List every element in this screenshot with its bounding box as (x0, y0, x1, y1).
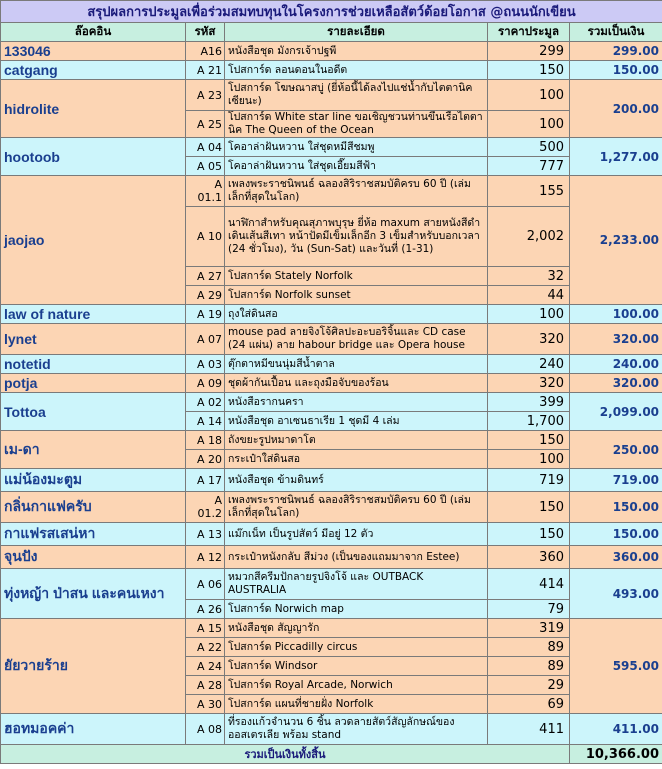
login-cell: hootoob (1, 138, 186, 176)
table-row (1, 393, 662, 412)
item-detail-cell: นาฬิกาสำหรับคุณสุภาพบุรุษ ยี่ห้อ maxum สายหนังสีดำ เดินเส้นสีเทา หน้าปัดมีเข็มเล็กอีก 3 เข็มสำหรับบอกเวลา (24 ชั่วโมง), วัน (Sun-Sat) และวันที่ (1-31) (225, 207, 488, 267)
bid-price-cell: 150 (488, 523, 570, 546)
item-code-cell: A 29 (186, 286, 225, 305)
table-row (1, 619, 662, 638)
group-total-cell: 493.00 (570, 569, 662, 619)
group-total-cell: 320.00 (570, 374, 662, 393)
item-code-cell: A 14 (186, 412, 225, 431)
item-code-cell: A 05 (186, 157, 225, 176)
login-cell: law of nature (1, 305, 186, 324)
item-code-cell: A 10 (186, 207, 225, 267)
item-detail-cell: โปสการ์ด โฆษณาสบู่ (ยี่ห้อนี้ได้ลงไปแช่น้ำกับไตตานิคเซียนะ) (225, 80, 488, 111)
bid-price-cell: 100 (488, 450, 570, 469)
item-code-cell: A 19 (186, 305, 225, 324)
item-code-cell: A 26 (186, 600, 225, 619)
item-code-cell: A 30 (186, 695, 225, 714)
bid-price-cell: 89 (488, 638, 570, 657)
table-row (1, 492, 662, 523)
login-cell: Tottoa (1, 393, 186, 431)
item-detail-cell: โปสการ์ด Royal Arcade, Norwich (225, 676, 488, 695)
item-code-cell: A 12 (186, 546, 225, 569)
item-detail-cell: โปสการ์ด Piccadilly circus (225, 638, 488, 657)
item-code-cell: A 06 (186, 569, 225, 600)
login-cell: catgang (1, 61, 186, 80)
login-cell: 133046 (1, 42, 186, 61)
bid-price-cell: 2,002 (488, 207, 570, 267)
item-code-cell: A 27 (186, 267, 225, 286)
item-code-cell: A 15 (186, 619, 225, 638)
item-detail-cell: โปสการ์ด Norwich map (225, 600, 488, 619)
item-detail-cell: โปสการ์ด แผนที่ชายฝั่ง Norfolk (225, 695, 488, 714)
bid-price-cell: 299 (488, 42, 570, 61)
table-row (1, 305, 662, 324)
group-total-cell: 150.00 (570, 523, 662, 546)
bid-price-cell: 777 (488, 157, 570, 176)
group-total-cell: 150.00 (570, 492, 662, 523)
item-detail-cell: หนังสือรากนครา (225, 393, 488, 412)
item-code-cell: A 09 (186, 374, 225, 393)
bid-price-cell: 69 (488, 695, 570, 714)
grand-total-value: 10,366.00 (570, 745, 662, 764)
bid-price-cell: 1,700 (488, 412, 570, 431)
code-header: รหัส (186, 23, 225, 42)
bid-price-cell: 500 (488, 138, 570, 157)
item-detail-cell: กระเป๋าใส่ดินสอ (225, 450, 488, 469)
table-row (1, 546, 662, 569)
group-total-cell: 100.00 (570, 305, 662, 324)
item-code-cell: A 20 (186, 450, 225, 469)
bid-price-cell: 100 (488, 305, 570, 324)
item-code-cell: A 23 (186, 80, 225, 111)
login-cell: jaojao (1, 176, 186, 305)
table-row (1, 42, 662, 61)
bid-price-cell: 414 (488, 569, 570, 600)
table-row (1, 374, 662, 393)
total-header: รวมเป็นเงิน (570, 23, 662, 42)
item-detail-cell: ถังขยะรูปหมาดาโต (225, 431, 488, 450)
bid-price-cell: 79 (488, 600, 570, 619)
group-total-cell: 595.00 (570, 619, 662, 714)
table-row (1, 714, 662, 745)
item-detail-cell: เพลงพระราชนิพนธ์ ฉลองสิริราชสมบัติครบ 60 ปี (เล่มเล็กที่สุดในโลก) (225, 176, 488, 207)
bid-price-cell: 150 (488, 492, 570, 523)
login-cell: notetid (1, 355, 186, 374)
bid-price-cell: 240 (488, 355, 570, 374)
table-row (1, 61, 662, 80)
login-header: ล๊อคอิน (1, 23, 186, 42)
group-total-cell: 250.00 (570, 431, 662, 469)
item-detail-cell: หนังสือชุด สัญญารัก (225, 619, 488, 638)
item-detail-cell: โคอาล่าฝันหวาน ใส่ชุดหมีสีชมพู (225, 138, 488, 157)
login-cell: ทุ่งหญ้า ป่าสน และคนเหงา (1, 569, 186, 619)
item-detail-cell: ตุ๊กตาหมีขนนุ่มสีน้ำตาล (225, 355, 488, 374)
table-row (1, 569, 662, 600)
item-detail-cell: หนังสือชุด อาเซนธาเรีย 1 ชุดมี 4 เล่ม (225, 412, 488, 431)
item-detail-cell: หนังสือชุด ข้ามดินทร์ (225, 469, 488, 492)
login-cell: เม-ดา (1, 431, 186, 469)
table-row (1, 355, 662, 374)
group-total-cell: 320.00 (570, 324, 662, 355)
item-code-cell: A 21 (186, 61, 225, 80)
item-detail-cell: ถุงใส่ดินสอ (225, 305, 488, 324)
bid-price-cell: 150 (488, 431, 570, 450)
item-detail-cell: แม๊กเน็ท เป็นรูปสัตว์ มีอยู่ 12 ตัว (225, 523, 488, 546)
table-header-row (1, 23, 662, 42)
table-row (1, 523, 662, 546)
table-row (1, 176, 662, 207)
item-code-cell: A 01.1 (186, 176, 225, 207)
login-cell: hidrolite (1, 80, 186, 138)
bid-price-cell: 155 (488, 176, 570, 207)
bid-price-cell: 411 (488, 714, 570, 745)
item-detail-cell: โคอาล่าฝันหวาน ใส่ชุดเอี๊ยมสีฟ้า (225, 157, 488, 176)
table-row (1, 80, 662, 111)
login-cell: จุนปัง (1, 546, 186, 569)
bid-price-cell: 89 (488, 657, 570, 676)
login-cell: ยัยวายร้าย (1, 619, 186, 714)
group-total-cell: 2,233.00 (570, 176, 662, 305)
item-detail-cell: โปสการ์ด White star line ขอเชิญชวนท่านขึ้นเรือไตตานิค The Queen of the Ocean (225, 111, 488, 138)
group-total-cell: 360.00 (570, 546, 662, 569)
login-cell: lynet (1, 324, 186, 355)
item-code-cell: A 02 (186, 393, 225, 412)
grand-total-label: รวมเป็นเงินทั้งสิ้น (1, 745, 570, 764)
item-code-cell: A 13 (186, 523, 225, 546)
item-detail-cell: โปสการ์ด Windsor (225, 657, 488, 676)
bid-price-cell: 360 (488, 546, 570, 569)
bid-price-cell: 100 (488, 80, 570, 111)
bid-price-cell: 32 (488, 267, 570, 286)
item-detail-cell: หมวกสีครีมปักลายรูปจิงโจ้ และ OUTBACK AUSTRALIA (225, 569, 488, 600)
group-total-cell: 719.00 (570, 469, 662, 492)
page-title: สรุปผลการประมูลเพื่อร่วมสมทบทุนในโครงการช่วยเหลือสัตว์ด้อยโอกาส @ถนนนักเขียน (1, 1, 662, 23)
bid-price-cell: 719 (488, 469, 570, 492)
login-cell: potja (1, 374, 186, 393)
item-code-cell: A 28 (186, 676, 225, 695)
login-cell: กลิ่นกาแฟครับ (1, 492, 186, 523)
table-row (1, 324, 662, 355)
item-code-cell: A 07 (186, 324, 225, 355)
item-code-cell: A 03 (186, 355, 225, 374)
group-total-cell: 240.00 (570, 355, 662, 374)
login-cell: กาแฟรสเสน่หา (1, 523, 186, 546)
price-header: ราคาประมูล (488, 23, 570, 42)
item-code-cell: A 22 (186, 638, 225, 657)
item-code-cell: A 24 (186, 657, 225, 676)
bid-price-cell: 399 (488, 393, 570, 412)
item-detail-cell: โปสการ์ด ลอนดอนในอดีต (225, 61, 488, 80)
item-detail-cell: mouse pad ลายจิงโจ้ศิลปะอะบอริจิ้นและ CD case (24 แผ่น) ลาย habour bridge และ Opera house (225, 324, 488, 355)
item-detail-cell: หนังสือชุด มังกรเจ้าปฐพี (225, 42, 488, 61)
group-total-cell: 2,099.00 (570, 393, 662, 431)
bid-price-cell: 100 (488, 111, 570, 138)
item-detail-cell: โปสการ์ด Norfolk sunset (225, 286, 488, 305)
group-total-cell: 1,277.00 (570, 138, 662, 176)
item-detail-cell: ชุดผ้ากันเปื้อน และถุงมือจับของร้อน (225, 374, 488, 393)
item-code-cell: A 18 (186, 431, 225, 450)
login-cell: แม่น้องมะตูม (1, 469, 186, 492)
item-code-cell: A 04 (186, 138, 225, 157)
table-row (1, 431, 662, 450)
item-code-cell: A 08 (186, 714, 225, 745)
item-code-cell: A 17 (186, 469, 225, 492)
grand-total-row (1, 745, 662, 764)
bid-price-cell: 29 (488, 676, 570, 695)
bid-price-cell: 319 (488, 619, 570, 638)
bid-price-cell: 44 (488, 286, 570, 305)
bid-price-cell: 150 (488, 61, 570, 80)
item-code-cell: A 01.2 (186, 492, 225, 523)
bid-price-cell: 320 (488, 374, 570, 393)
item-code-cell: A16 (186, 42, 225, 61)
group-total-cell: 299.00 (570, 42, 662, 61)
group-total-cell: 150.00 (570, 61, 662, 80)
group-total-cell: 411.00 (570, 714, 662, 745)
item-detail-cell: เพลงพระราชนิพนธ์ ฉลองสิริราชสมบัติครบ 60 ปี (เล่มเล็กที่สุดในโลก) (225, 492, 488, 523)
table-row (1, 469, 662, 492)
item-detail-cell: ที่รองแก้วจำนวน 6 ชิ้น ลวดลายสัตว์สัญลักษณ์ของออสเตรเลีย พร้อม stand (225, 714, 488, 745)
detail-header: รายละเอียด (225, 23, 488, 42)
group-total-cell: 200.00 (570, 80, 662, 138)
item-code-cell: A 25 (186, 111, 225, 138)
bid-price-cell: 320 (488, 324, 570, 355)
table-row (1, 138, 662, 157)
item-detail-cell: กระเป๋าหนังกลับ สีม่วง (เป็นของแถมมาจาก Estee) (225, 546, 488, 569)
item-detail-cell: โปสการ์ด Stately Norfolk (225, 267, 488, 286)
login-cell: ฮอทมอคค่า (1, 714, 186, 745)
